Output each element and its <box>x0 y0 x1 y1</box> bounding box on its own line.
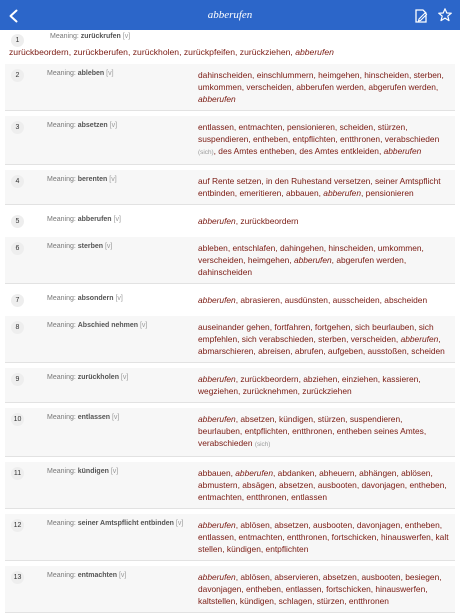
synonym-link[interactable]: absetzen <box>240 414 275 424</box>
meaning-prefix: Meaning: <box>47 243 78 250</box>
part-of-speech: [v] <box>117 572 127 579</box>
synonym-link[interactable]: hinauswerfen <box>375 584 426 594</box>
meaning-label <box>47 414 119 421</box>
meaning-prefix: Meaning: <box>47 176 78 183</box>
meaning-word[interactable]: entlassen <box>77 414 111 421</box>
meaning-label <box>47 572 126 579</box>
synonym-link[interactable]: auf Rente setzen <box>198 176 262 186</box>
synonym-link[interactable]: entheben <box>245 584 281 594</box>
synonym-link[interactable]: scheiden <box>339 122 374 132</box>
synonym-link[interactable]: seiner Amtspflicht entbinden <box>198 176 441 198</box>
synonym-link[interactable]: sich beurlauben <box>354 322 415 332</box>
synonym-link[interactable]: fortfahren <box>274 322 311 332</box>
synonym-link[interactable]: umkommen <box>198 82 242 92</box>
synonym-link[interactable]: entlassen <box>291 492 327 502</box>
synonym-link[interactable]: suspendieren <box>198 134 249 144</box>
headword-synonym-link[interactable]: abberufen <box>198 216 236 226</box>
synonym-link[interactable]: fortschicken <box>326 584 371 594</box>
part-of-speech: [v] <box>108 468 119 475</box>
synonym-link[interactable]: sterben <box>318 334 347 344</box>
synonym-link[interactable]: absetzen <box>274 520 309 530</box>
entry-number-badge: 12 <box>11 519 24 532</box>
synonym-link[interactable]: abrasieren <box>240 295 280 305</box>
synonym-list: entlassen, entmachten, pensionieren, scheiden, stürzen, suspendieren, entheben, entpflichten, entthronen, verabschieden (sich), des Amtes entheben, des Amtes entkleiden, abberufen <box>198 122 440 156</box>
synonym-link[interactable]: zurücknehmen <box>242 386 298 396</box>
meaning-label <box>47 322 147 329</box>
entry-number-badge: 5 <box>11 215 24 228</box>
synonym-link[interactable]: fortschicken <box>331 532 377 542</box>
synonym-link[interactable]: verscheiden <box>198 255 244 265</box>
list-item <box>5 170 455 205</box>
synonym-link[interactable]: in den Ruhestand versetzen <box>265 176 371 186</box>
synonym-list: auf Rente setzen, in den Ruhestand versetzen, seiner Amtspflicht entbinden, emeritieren, abbauen, abberufen, pensionieren <box>198 176 441 198</box>
synonym-link[interactable]: auseinander gehen <box>198 322 270 332</box>
entry-number-badge: 8 <box>11 321 24 334</box>
part-of-speech: [v] <box>173 520 184 527</box>
synonym-link[interactable]: entmachten <box>238 532 283 542</box>
synonym-list: abberufen, abrasieren, ausdünsten, ausscheiden, abscheiden <box>198 295 428 305</box>
list-item <box>5 237 455 284</box>
synonym-link[interactable]: fortgehen <box>314 322 351 332</box>
entry-number-badge: 2 <box>11 69 24 82</box>
meaning-prefix: Meaning: <box>47 322 78 329</box>
headword-synonym-link[interactable]: abberufen <box>293 255 332 265</box>
synonym-link[interactable]: stürzen <box>377 122 406 132</box>
synonym-link[interactable]: des Amtes entkleiden <box>299 146 379 156</box>
synonym-list: ableben, entschlafen, dahingehen, hinscheiden, umkommen, verscheiden, heimgehen, abberufen, abgerufen werden, dahinscheiden <box>198 243 424 277</box>
meaning-word[interactable]: Abschied nehmen <box>77 322 139 329</box>
synonym-link[interactable]: abgerufen werden <box>368 82 436 92</box>
synonym-link[interactable]: hinscheiden <box>328 243 374 253</box>
synonym-link[interactable]: entmachten <box>198 492 242 502</box>
headword-synonym-link[interactable]: abberufen <box>198 374 236 384</box>
meaning-prefix: Meaning: <box>47 572 78 579</box>
synonym-link[interactable]: kündigen <box>226 544 261 554</box>
meaning-word[interactable]: zurückrufen <box>80 33 121 40</box>
synonym-link[interactable]: verscheiden <box>246 82 292 92</box>
headword-synonym-link[interactable]: abberufen <box>198 295 236 305</box>
synonym-link[interactable]: abbauen <box>198 468 231 478</box>
synonym-link[interactable]: pensionieren <box>365 188 414 198</box>
synonym-link[interactable]: davonjagen <box>198 584 242 594</box>
meaning-label <box>47 520 183 527</box>
note-icon[interactable] <box>413 8 429 24</box>
synonym-list: abberufen, zurückbeordern <box>198 216 299 226</box>
part-of-speech: [v] <box>120 33 131 40</box>
list-item <box>5 116 455 165</box>
synonym-link[interactable]: abservieren <box>274 572 319 582</box>
list-item <box>5 368 455 403</box>
synonym-link[interactable]: ableben <box>198 243 228 253</box>
synonym-link[interactable]: entlassen <box>198 122 234 132</box>
synonym-list: auseinander gehen, fortfahren, fortgehen, sich beurlauben, sich empfehlen, sich verabschieden, sterben, verscheiden, abberufen, abmarschieren, abreisen, abrufen, aufgeben, ausstoßen, scheiden <box>198 322 445 356</box>
part-of-speech: [v] <box>113 295 123 302</box>
synonym-link[interactable]: entheben <box>404 520 440 530</box>
synonym-link[interactable]: entlassen <box>285 584 322 594</box>
meaning-label <box>50 33 130 40</box>
synonym-link[interactable]: kassieren <box>382 374 419 384</box>
part-of-speech: [v] <box>111 216 121 223</box>
synonym-link[interactable]: verabschieden (sich) <box>198 438 271 448</box>
synonym-link[interactable]: abgerufen werden <box>336 255 404 265</box>
list-item <box>5 566 455 613</box>
synonym-link[interactable]: aufgeben <box>327 346 363 356</box>
headword-synonym-link[interactable]: abberufen <box>295 47 334 57</box>
synonym-link[interactable]: heimgehen <box>318 70 360 80</box>
meaning-word[interactable]: sterben <box>77 243 104 250</box>
list-item <box>5 289 455 311</box>
part-of-speech: [v] <box>107 176 117 183</box>
synonym-link[interactable]: zurückbeordern <box>9 47 69 57</box>
synonym-link[interactable]: verscheiden <box>350 334 396 344</box>
meaning-word[interactable]: kündigen <box>77 468 109 475</box>
synonym-link[interactable]: zurückpfeifen <box>183 47 235 57</box>
synonym-link[interactable]: abbauen <box>286 188 319 198</box>
synonym-link[interactable]: entthronen <box>292 426 333 436</box>
synonym-link[interactable]: ausbooten <box>361 572 401 582</box>
meaning-word[interactable]: zurückholen <box>77 374 119 381</box>
grammar-note: (sich) <box>198 149 214 156</box>
synonym-link[interactable]: kalt stellen <box>198 532 449 554</box>
synonym-link[interactable]: wegziehen <box>198 386 239 396</box>
synonym-link[interactable]: zurückberufen <box>73 47 128 57</box>
meaning-label <box>47 243 112 250</box>
meaning-prefix: Meaning: <box>47 468 78 475</box>
synonym-link[interactable]: stürzen <box>316 596 345 606</box>
results-list <box>0 30 460 614</box>
list-item <box>5 210 455 232</box>
synonym-link[interactable]: entheben <box>409 480 445 490</box>
synonym-link[interactable]: ablösen <box>401 468 431 478</box>
synonym-link[interactable]: abreisen <box>258 346 291 356</box>
synonym-link[interactable]: abrufen <box>294 346 324 356</box>
synonym-link[interactable]: heimgehen <box>247 255 290 265</box>
meaning-label <box>47 295 123 302</box>
synonym-link[interactable]: entthronen <box>286 532 327 542</box>
meaning-prefix: Meaning: <box>47 216 78 223</box>
synonym-link[interactable]: entpflichten <box>292 134 336 144</box>
meaning-prefix: Meaning: <box>47 122 78 129</box>
part-of-speech: [v] <box>107 122 118 129</box>
list-item <box>5 408 455 457</box>
nav-bar <box>0 0 460 30</box>
meaning-prefix: Meaning: <box>47 414 78 421</box>
synonym-link[interactable]: absetzen <box>322 572 357 582</box>
synonym-link[interactable]: abziehen <box>303 374 338 384</box>
synonym-link[interactable]: zurückziehen <box>302 386 352 396</box>
part-of-speech: [v] <box>104 70 114 77</box>
synonym-link[interactable]: abberufen werden <box>296 82 364 92</box>
meaning-word[interactable]: abberufen <box>77 216 112 223</box>
synonym-link[interactable]: dahinscheiden <box>198 267 253 277</box>
entry-number-badge: 1 <box>11 34 24 47</box>
meaning-label <box>47 374 128 381</box>
entry-number-badge: 13 <box>11 571 24 584</box>
synonym-link[interactable]: zurückholen <box>132 47 180 57</box>
synonym-link[interactable]: entheben seines Amtes <box>336 426 424 436</box>
synonym-link[interactable]: sich verabschieden <box>241 334 314 344</box>
synonym-link[interactable]: umkommen <box>377 243 422 253</box>
page-title: abberufen <box>207 9 253 21</box>
synonym-link[interactable]: des Amtes entheben <box>218 146 295 156</box>
synonym-link[interactable]: kündigen <box>239 596 274 606</box>
entry-number-badge: 3 <box>11 121 24 134</box>
part-of-speech: [v] <box>138 322 148 329</box>
synonym-link[interactable]: ablösen <box>240 520 270 530</box>
headword-synonym-link[interactable]: abberufen <box>383 146 422 156</box>
synonym-link[interactable]: schlagen <box>278 596 313 606</box>
list-item <box>5 64 455 111</box>
synonym-link[interactable]: ausbooten <box>313 520 353 530</box>
headword-synonym-link[interactable]: abberufen <box>198 414 236 424</box>
synonym-link[interactable]: abheuern <box>319 468 355 478</box>
synonym-list: abberufen, ablösen, abservieren, absetzen, ausbooten, besiegen, davonjagen, entheben, entlassen, fortschicken, hinauswerfen, kaltstellen, kündigen, schlagen, stürzen, entthronen <box>198 572 442 606</box>
entry-number-badge: 6 <box>11 242 24 255</box>
synonym-link[interactable]: stürzen <box>317 414 346 424</box>
synonym-list: abberufen, ablösen, absetzen, ausbooten, davonjagen, entheben, entlassen, entmachten, entthronen, fortschicken, hinauswerfen, kalt stellen, kündigen, entpflichten <box>198 520 449 554</box>
part-of-speech: [v] <box>103 243 113 250</box>
synonym-link[interactable]: verabschieden (sich) <box>198 134 440 156</box>
meaning-word[interactable]: absondern <box>77 295 114 302</box>
synonym-link[interactable]: entthronen <box>246 492 287 502</box>
list-item <box>5 514 455 561</box>
meaning-word[interactable]: absetzen <box>77 122 108 129</box>
synonym-list: abbauen, abberufen, abdanken, abheuern, abhängen, ablösen, abmustern, absägen, absetzen, ausbooten, davonjagen, entheben, entmachten, entthronen, entlassen <box>198 468 447 502</box>
synonym-list: dahinscheiden, einschlummern, heimgehen, hinscheiden, sterben, umkommen, verscheiden, abberufen werden, abgerufen werden, abberufen <box>198 70 444 104</box>
synonym-list: zurückbeordern, zurückberufen, zurückholen, zurückpfeifen, zurückziehen, abberufen <box>9 47 334 57</box>
synonym-link[interactable]: emeritieren <box>239 188 282 198</box>
synonym-link[interactable]: beurlauben <box>198 426 240 436</box>
headword-synonym-link[interactable]: abberufen <box>198 572 236 582</box>
meaning-word[interactable]: entmachten <box>77 572 118 579</box>
synonym-link[interactable]: entlassen <box>198 532 234 542</box>
synonym-link[interactable]: entthronen <box>340 134 381 144</box>
synonym-link[interactable]: entpflichten <box>244 426 288 436</box>
meaning-prefix: Meaning: <box>47 374 78 381</box>
synonym-link[interactable]: suspendieren <box>349 414 401 424</box>
meaning-label <box>47 70 114 77</box>
synonym-link[interactable]: sich empfehlen <box>198 322 434 344</box>
synonym-link[interactable]: ausbooten <box>317 480 357 490</box>
synonym-link[interactable]: zurückziehen <box>239 47 291 57</box>
synonym-link[interactable]: entpflichten <box>265 544 309 554</box>
synonym-link[interactable]: sterben <box>413 70 442 80</box>
list-item <box>5 462 455 509</box>
meaning-prefix: Meaning: <box>50 33 81 40</box>
entry-number-badge: 9 <box>11 373 24 386</box>
meaning-prefix: Meaning: <box>47 70 78 77</box>
synonym-link[interactable]: davonjagen <box>356 520 401 530</box>
list-item <box>5 316 455 363</box>
synonym-link[interactable]: zurückbeordern <box>240 374 299 384</box>
synonym-link[interactable]: einziehen <box>341 374 378 384</box>
synonym-link[interactable]: entthronen <box>348 596 389 606</box>
synonym-link[interactable]: absetzen <box>279 480 314 490</box>
synonym-link[interactable]: entmachten <box>238 122 283 132</box>
meaning-word[interactable]: seiner Amtspflicht entbinden <box>77 520 174 527</box>
synonym-link[interactable]: ablösen <box>240 572 270 582</box>
synonym-link[interactable]: abhängen <box>359 468 397 478</box>
synonym-list: abberufen, zurückbeordern, abziehen, einziehen, kassieren, wegziehen, zurücknehmen, zurückziehen <box>198 374 421 396</box>
meaning-label <box>47 468 118 475</box>
grammar-note: (sich) <box>254 441 271 448</box>
entry-number-badge: 7 <box>11 294 24 307</box>
part-of-speech: [v] <box>110 414 120 421</box>
synonym-link[interactable]: ausscheiden <box>332 295 380 305</box>
synonym-link[interactable]: abmarschieren <box>198 346 254 356</box>
synonym-link[interactable]: pensionieren <box>286 122 335 132</box>
synonym-link[interactable]: davonjagen <box>361 480 405 490</box>
meaning-label <box>47 122 117 129</box>
headword-synonym-link[interactable]: abberufen <box>235 468 273 478</box>
synonym-link[interactable]: dahingehen <box>279 243 324 253</box>
entry-number-badge: 10 <box>11 413 24 426</box>
synonym-link[interactable]: scheiden <box>411 346 445 356</box>
synonym-link[interactable]: abscheiden <box>384 295 428 305</box>
synonym-link[interactable]: absägen <box>242 480 275 490</box>
meaning-label <box>47 176 117 183</box>
synonym-link[interactable]: dahinscheiden <box>198 70 253 80</box>
meaning-prefix: Meaning: <box>47 520 78 527</box>
entry-number-badge: 4 <box>11 175 24 188</box>
synonym-link[interactable]: kündigen <box>279 414 314 424</box>
list-item <box>0 30 460 64</box>
synonym-list: abberufen, absetzen, kündigen, stürzen, suspendieren, beurlauben, entpflichten, entthronen, entheben seines Amtes, verabschieden (sich) <box>198 414 427 448</box>
synonym-link[interactable]: einschlummern <box>256 70 314 80</box>
synonym-link[interactable]: entheben <box>252 134 288 144</box>
headword-synonym-link[interactable]: abberufen <box>198 94 236 104</box>
synonym-link[interactable]: ausdünsten <box>284 295 328 305</box>
synonym-link[interactable]: kaltstellen <box>198 596 236 606</box>
meaning-word[interactable]: ableben <box>77 70 105 77</box>
headword-synonym-link[interactable]: abberufen <box>198 520 236 530</box>
meaning-label <box>47 216 121 223</box>
headword-synonym-link[interactable]: abberufen <box>400 334 439 344</box>
entry-number-badge: 11 <box>11 467 24 480</box>
synonym-link[interactable]: hinauswerfen <box>381 532 431 542</box>
synonym-link[interactable]: entschlafen <box>232 243 276 253</box>
meaning-word[interactable]: berenten <box>77 176 108 183</box>
synonym-link[interactable]: ausstoßen <box>367 346 407 356</box>
synonym-link[interactable]: abdanken <box>277 468 315 478</box>
part-of-speech: [v] <box>118 374 129 381</box>
meaning-prefix: Meaning: <box>47 295 78 302</box>
synonym-link[interactable]: hinscheiden <box>364 70 409 80</box>
synonym-link[interactable]: besiegen <box>405 572 440 582</box>
synonym-link[interactable]: abmustern <box>198 480 238 490</box>
headword-synonym-link[interactable]: abberufen <box>323 188 362 198</box>
star-icon[interactable] <box>437 7 453 23</box>
synonym-link[interactable]: zurückbeordern <box>240 216 299 226</box>
